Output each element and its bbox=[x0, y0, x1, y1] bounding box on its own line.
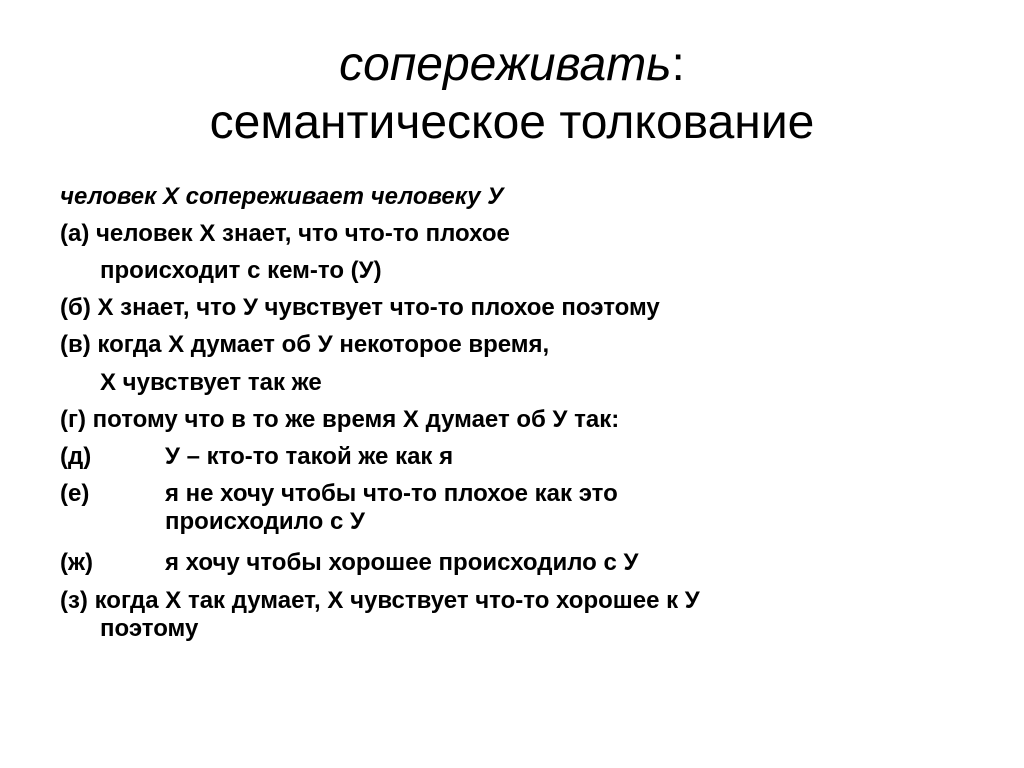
item-e-label: (е) bbox=[60, 480, 90, 507]
title-subtitle: семантическое толкование bbox=[209, 96, 815, 149]
item-g: (г) потому что в то же время X думает об У так: bbox=[60, 406, 620, 433]
item-zh-text: я хочу чтобы хорошее происходило с У bbox=[165, 549, 639, 576]
item-e-text-1: я не хочу чтобы что-то плохое как это bbox=[165, 480, 618, 507]
item-v-line-2: X чувствует так же bbox=[100, 369, 322, 396]
title-colon: : bbox=[671, 38, 685, 91]
explication-heading: человек X сопереживает человеку У bbox=[60, 183, 504, 210]
item-z-line-1: (з) когда X так думает, X чувствует что-то хорошее к У bbox=[60, 587, 700, 614]
item-e bbox=[60, 480, 618, 536]
item-e-text-2: происходило с У bbox=[165, 508, 365, 535]
item-d-text: У – кто-то такой же как я bbox=[165, 443, 454, 470]
title-line-1 bbox=[0, 36, 1024, 94]
item-z-line-2: поэтому bbox=[100, 615, 199, 642]
slide-title bbox=[0, 36, 1024, 152]
item-b: (б) X знает, что У чувствует что-то плохое поэтому bbox=[60, 294, 660, 321]
item-zh bbox=[60, 549, 638, 577]
item-v-line-1: (в) когда X думает об У некоторое время, bbox=[60, 331, 550, 358]
title-word: сопереживать bbox=[339, 38, 672, 91]
item-d-label: (д) bbox=[60, 443, 92, 470]
item-zh-label: (ж) bbox=[60, 549, 93, 576]
item-a-line-2: происходит с кем-то (У) bbox=[100, 257, 382, 284]
item-a-line-1: (а) человек X знает, что что-то плохое bbox=[60, 220, 510, 247]
item-e-content bbox=[165, 480, 618, 536]
item-d bbox=[60, 443, 453, 471]
